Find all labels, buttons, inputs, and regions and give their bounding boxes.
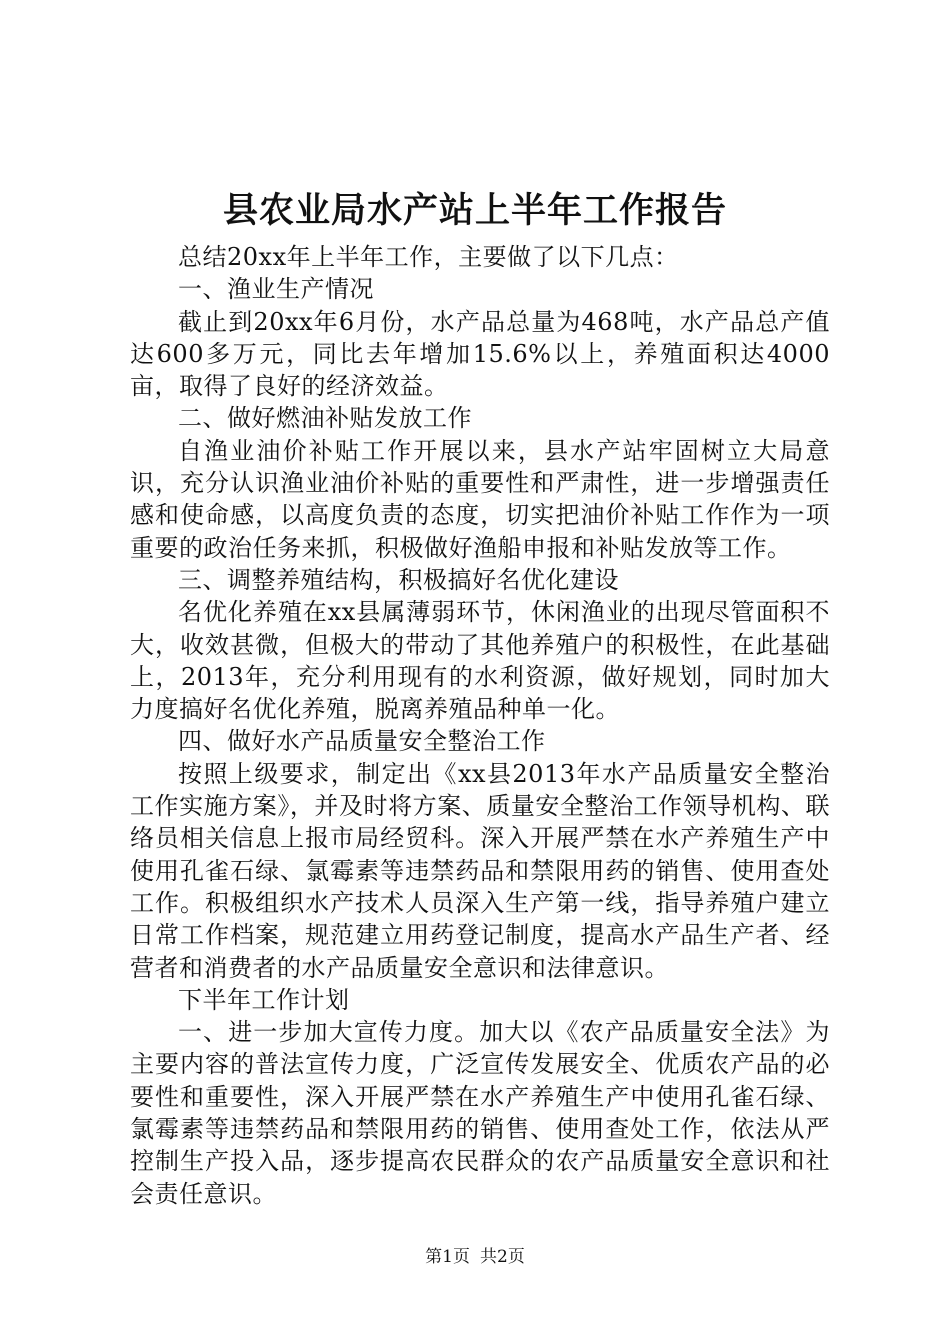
heading-quality-safety: 四、做好水产品质量安全整治工作 — [178, 727, 546, 756]
paragraph-fishery-production: 截止到20xx年6月份，水产品总量为468吨，水产品总产值达600多万元，同比去年增加15.6%以上，养殖面积达4000亩，取得了良好的经济效益。 — [130, 307, 830, 401]
heading-second-half-plan: 下半年工作计划 — [178, 985, 350, 1014]
heading-aquaculture-structure: 三、调整养殖结构，积极搞好名优化建设 — [178, 565, 619, 594]
page-footer — [0, 1245, 950, 1269]
heading-fuel-subsidy: 二、做好燃油补贴发放工作 — [178, 404, 472, 433]
page-number: 第1页 — [425, 1247, 470, 1267]
paragraph-fuel-subsidy: 自渔业油价补贴工作开展以来，县水产站牢固树立大局意识，充分认识渔业油价补贴的重要性和严肃性，进一步增强责任感和使命感，以高度负责的态度，切实把油价补贴工作作为一项重要的政治任务来抓，积极做好渔船申报和补贴发放等工作。 — [130, 436, 830, 562]
paragraph-publicity: 一、进一步加大宣传力度。加大以《农产品质量安全法》为主要内容的普法宣传力度，广泛宣传发展安全、优质农产品的必要性和重要性，深入开展严禁在水产养殖生产中使用孔雀石绿、氯霉素等违禁药品和禁限用药的销售、使用查处工作，依法从严控制生产投入品，逐步提高农民群众的农产品质量安全意识和社会责任意识。 — [130, 1018, 830, 1208]
paragraph-intro: 总结20xx年上半年工作，主要做了以下几点： — [178, 243, 679, 271]
paragraph-quality-safety: 按照上级要求，制定出《xx县2013年水产品质量安全整治工作实施方案》，并及时将方案、质量安全整治工作领导机构、联络员相关信息上报市局经贸科。深入开展严禁在水产养殖生产中使用孔雀石绿、氯霉素等违禁药品和禁限用药的销售、使用查处工作。积极组织水产技术人员深入生产第一线，指导养殖户建立日常工作档案，规范建立用药登记制度，提高水产品生产者、经营者和消费者的水产品质量安全意识和法律意识。 — [130, 759, 830, 982]
document-body — [130, 241, 830, 1210]
document-title: 县农业局水产站上半年工作报告 — [222, 190, 727, 231]
paragraph-aquaculture-structure: 名优化养殖在xx县属薄弱环节，休闲渔业的出现尽管面积不大，收效甚微，但极大的带动了其他养殖户的积极性，在此基础上，2013年，充分利用现有的水利资源，做好规划，同时加大力度搞好名优化养殖，脱离养殖品种单一化。 — [130, 598, 830, 724]
page-total: 共2页 — [480, 1247, 525, 1267]
heading-fishery-production: 一、渔业生产情况 — [178, 275, 374, 304]
